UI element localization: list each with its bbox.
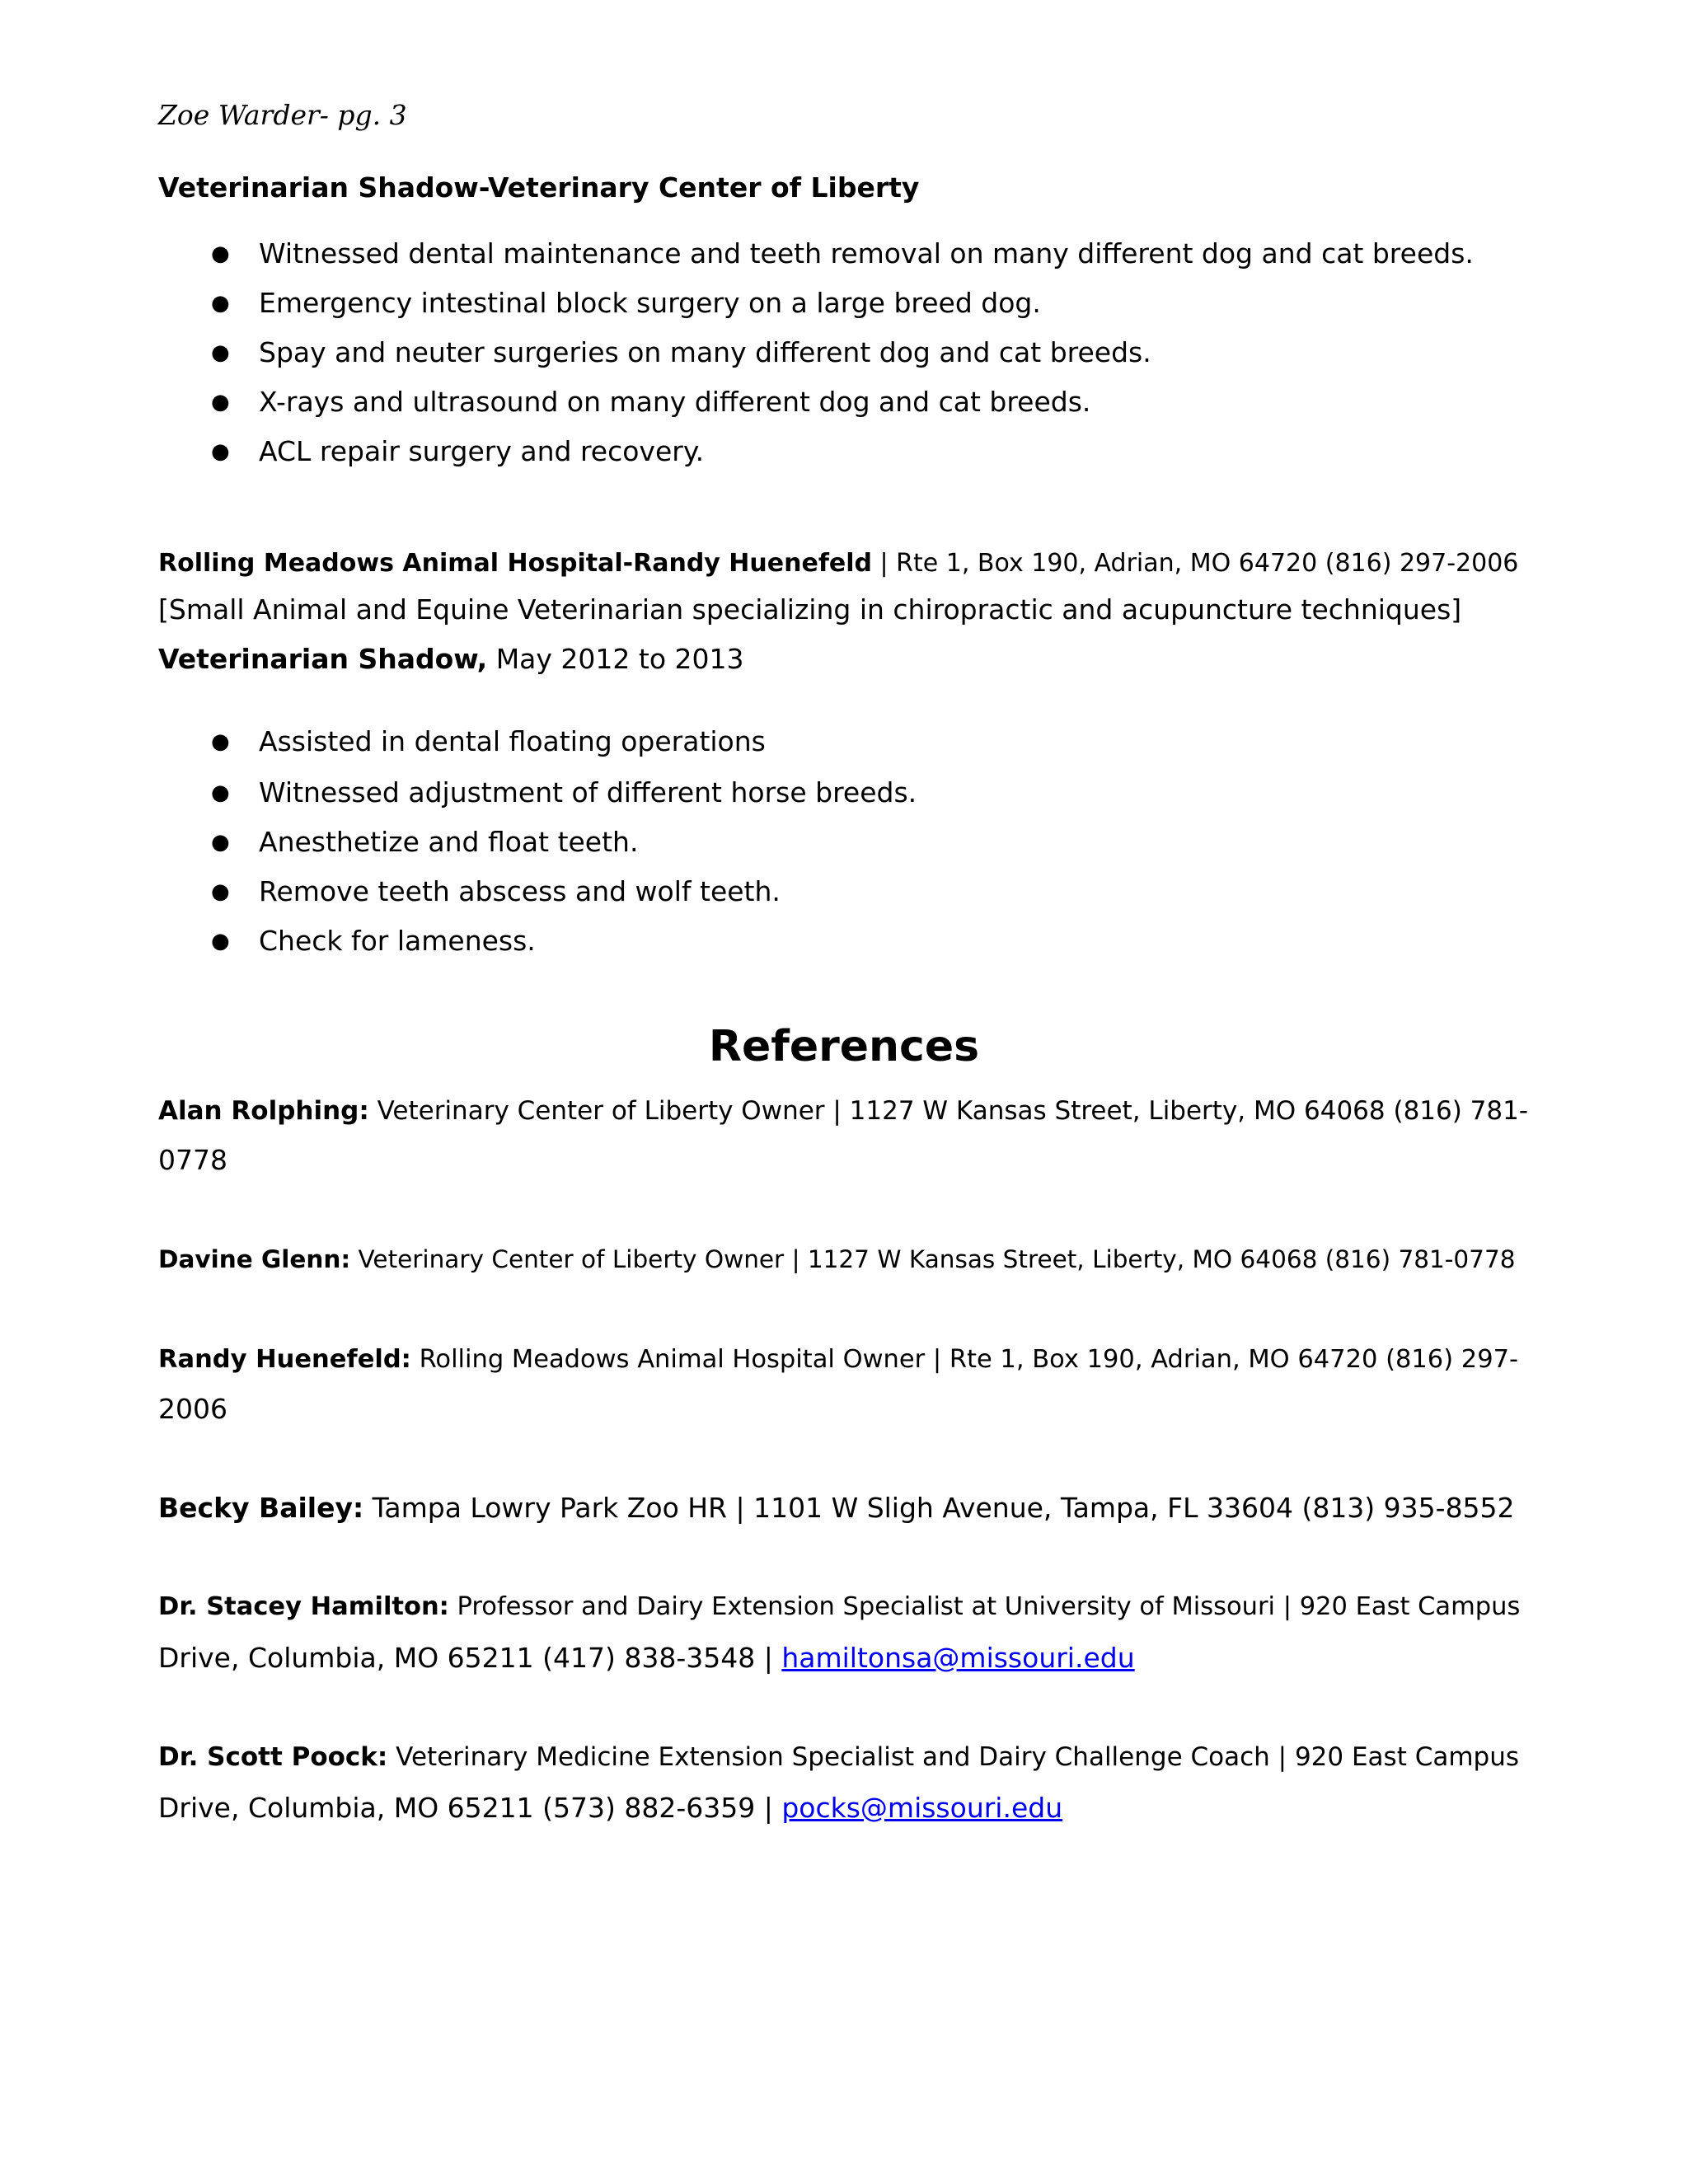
list-item: Witnessed dental maintenance and teeth removal on many different dog and cat breeds. bbox=[259, 237, 1474, 269]
reference-name: Alan Rolphing: bbox=[158, 1096, 369, 1126]
reference-name: Davine Glenn: bbox=[158, 1245, 351, 1273]
reference-address: Drive, Columbia, MO 65211 (417) 838-3548 | bbox=[158, 1642, 782, 1674]
list-item: Witnessed adjustment of different horse breeds. bbox=[259, 776, 917, 808]
section-title-vet-center: Veterinarian Shadow-Veterinary Center of Liberty bbox=[158, 171, 920, 204]
list-item: Remove teeth abscess and wolf teeth. bbox=[259, 875, 781, 907]
reference-detail-continued: 0778 bbox=[158, 1144, 227, 1176]
bullet-icon: ● bbox=[211, 830, 230, 855]
reference-item bbox=[158, 1243, 1515, 1276]
reference-name: Dr. Stacey Hamilton: bbox=[158, 1592, 449, 1621]
email-link-poock[interactable]: pocks@missouri.edu bbox=[781, 1792, 1063, 1824]
bullet-icon: ● bbox=[211, 729, 230, 754]
list-item: Assisted in dental floating operations bbox=[259, 725, 766, 757]
list-item: Check for lameness. bbox=[259, 925, 536, 957]
reference-item bbox=[158, 1094, 1528, 1127]
reference-detail: Veterinary Medicine Extension Specialist and Dairy Challenge Coach | 920 East Campus bbox=[387, 1742, 1520, 1772]
list-item: Anesthetize and float teeth. bbox=[259, 826, 639, 858]
reference-item bbox=[158, 1591, 1520, 1624]
reference-detail-continued: 2006 bbox=[158, 1393, 227, 1425]
reference-detail-continued bbox=[158, 1792, 1062, 1825]
reference-detail: Rolling Meadows Animal Hospital Owner | Rte 1, Box 190, Adrian, MO 64720 (816) 297- bbox=[410, 1345, 1519, 1374]
references-heading: References bbox=[708, 1022, 980, 1071]
employer-detail: | Rte 1, Box 190, Adrian, MO 64720 (816) 297-2006 bbox=[871, 549, 1519, 578]
list-item: Emergency intestinal block surgery on a large breed dog. bbox=[259, 287, 1041, 319]
reference-detail: Veterinary Center of Liberty Owner | 1127 W Kansas Street, Liberty, MO 64068 (816) 781- bbox=[368, 1096, 1529, 1126]
reference-detail: Professor and Dairy Extension Specialist at University of Missouri | 920 East Campus bbox=[448, 1592, 1521, 1621]
bullet-icon: ● bbox=[211, 439, 230, 464]
reference-detail: Tampa Lowry Park Zoo HR | 1101 W Sligh Avenue, Tampa, FL 33604 (813) 935-8552 bbox=[363, 1492, 1515, 1524]
reference-address: Drive, Columbia, MO 65211 (573) 882-6359 | bbox=[158, 1792, 782, 1824]
reference-item bbox=[158, 1741, 1519, 1774]
bullet-icon: ● bbox=[211, 390, 230, 415]
bullet-icon: ● bbox=[211, 780, 230, 805]
list-item: ACL repair surgery and recovery. bbox=[259, 435, 705, 467]
bullet-icon: ● bbox=[211, 929, 230, 954]
bullet-icon: ● bbox=[211, 340, 230, 365]
list-item: X-rays and ultrasound on many different dog and cat breeds. bbox=[259, 386, 1091, 418]
bullet-icon: ● bbox=[211, 291, 230, 316]
reference-name: Dr. Scott Poock: bbox=[158, 1742, 388, 1772]
reference-item bbox=[158, 1343, 1518, 1376]
reference-detail-continued bbox=[158, 1642, 1135, 1675]
employer-name: Rolling Meadows Animal Hospital-Randy Huenefeld bbox=[158, 549, 872, 578]
role-title: Veterinarian Shadow, bbox=[158, 643, 488, 675]
reference-name: Randy Huenefeld: bbox=[158, 1345, 411, 1374]
role-line bbox=[158, 643, 743, 676]
list-item: Spay and neuter surgeries on many different dog and cat breeds. bbox=[259, 336, 1151, 368]
reference-item bbox=[158, 1492, 1515, 1525]
bullet-icon: ● bbox=[211, 241, 230, 266]
page-header: Zoe Warder- pg. 3 bbox=[158, 99, 407, 131]
reference-name: Becky Bailey: bbox=[158, 1492, 364, 1524]
employer-line bbox=[158, 547, 1518, 580]
role-dates: May 2012 to 2013 bbox=[487, 643, 744, 675]
email-link-hamilton[interactable]: hamiltonsa@missouri.edu bbox=[781, 1642, 1135, 1674]
employer-description: [Small Animal and Equine Veterinarian specializing in chiropractic and acupuncture techniques] bbox=[158, 593, 1462, 626]
bullet-icon: ● bbox=[211, 879, 230, 904]
reference-detail: Veterinary Center of Liberty Owner | 1127 W Kansas Street, Liberty, MO 64068 (816) 781-0778 bbox=[350, 1245, 1516, 1273]
